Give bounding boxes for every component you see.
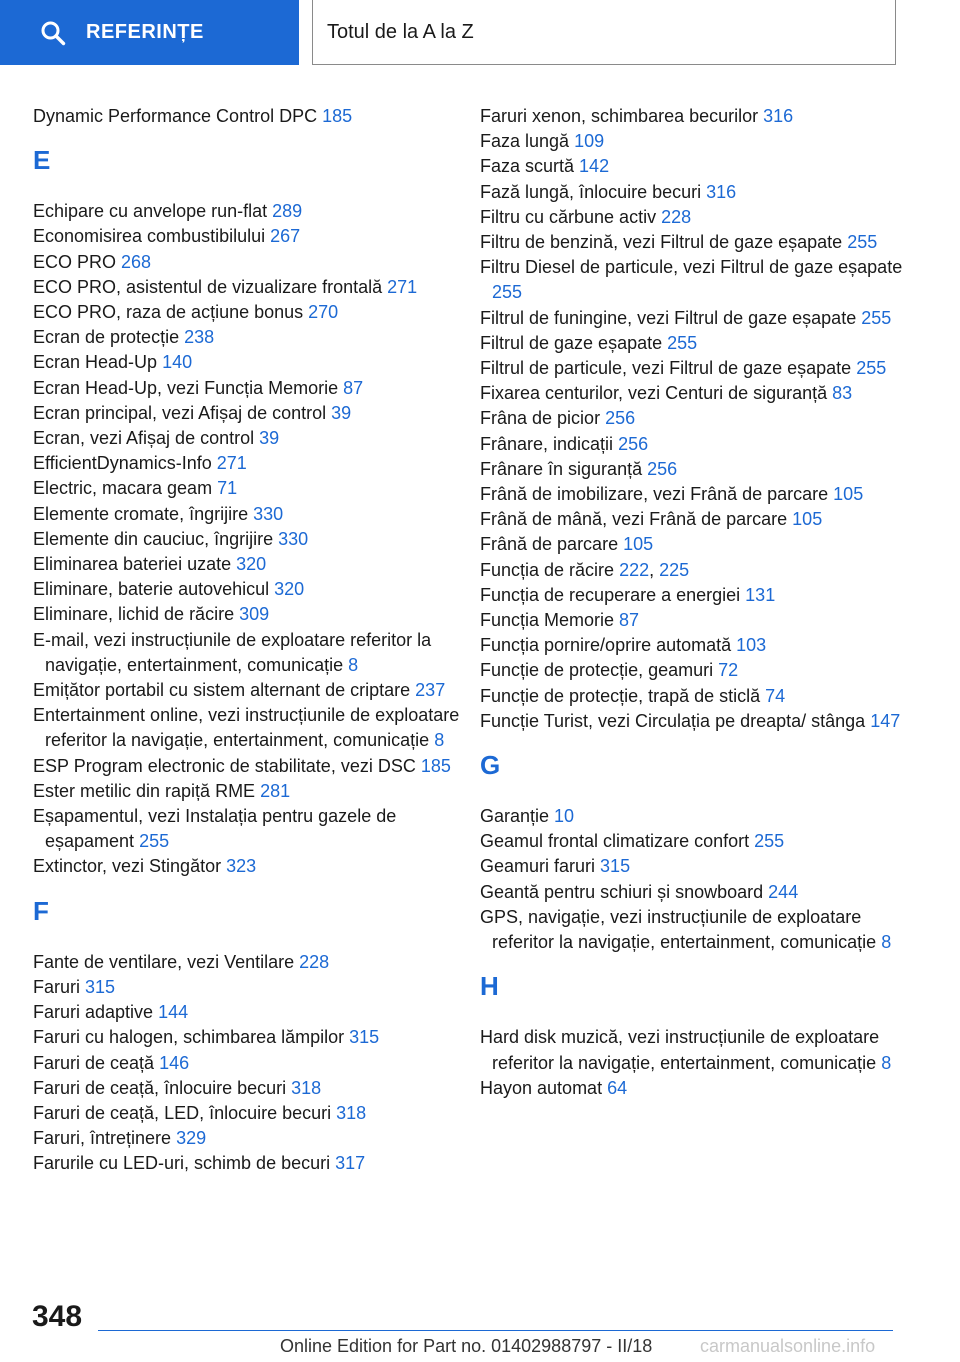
- index-letter-heading: E: [33, 145, 51, 176]
- index-entry: [480, 507, 920, 532]
- page-reference-link[interactable]: 255: [856, 358, 887, 379]
- index-entry: [33, 275, 463, 300]
- index-entry: [33, 426, 463, 451]
- index-entry-text: Faza scurtă: [480, 156, 580, 177]
- index-entry-text: Farurile cu LED-uri, schimb de becuri: [33, 1153, 336, 1174]
- index-entry-text: Filtrul de funingine, vezi Filtrul de gaze eșapate: [480, 307, 862, 328]
- index-entry: [480, 482, 920, 507]
- page-reference-link[interactable]: 317: [335, 1153, 366, 1174]
- edition-text: Online Edition for Part no. 01402988797 - II/18: [280, 1336, 653, 1356]
- index-letter-heading: G: [480, 750, 501, 781]
- page-reference-link[interactable]: 309: [239, 604, 270, 625]
- page-reference-link[interactable]: 323: [226, 856, 257, 877]
- page-reference-link[interactable]: 228: [299, 951, 330, 972]
- index-entry-text: Filtru Diesel de particule, vezi Filtrul de gaze eșapate: [480, 257, 903, 278]
- page-reference-link[interactable]: 10: [554, 806, 575, 827]
- index-entry-text: Elemente din cauciuc, îngrijire: [33, 528, 279, 549]
- page-reference-link[interactable]: 72: [718, 660, 739, 681]
- page-reference-link[interactable]: 255: [847, 232, 878, 253]
- index-entry-text: Funcția pornire/oprire automată: [480, 635, 737, 656]
- index-entry: [33, 502, 463, 527]
- page-reference-link[interactable]: 105: [833, 484, 864, 505]
- index-entry-text: Funcție Turist, vezi Circulația pe dreapta/ stânga: [480, 710, 871, 731]
- index-entry: [33, 104, 463, 129]
- page-reference-link[interactable]: 185: [322, 106, 353, 126]
- index-entry: [480, 331, 920, 356]
- index-entry-text: Funcție de protecție, trapă de sticlă: [480, 685, 766, 706]
- index-entry-text: Fază lungă, înlocuire becuri: [480, 181, 707, 202]
- index-entry-text: Filtru de benzină, vezi Filtrul de gaze eșapate: [480, 232, 848, 253]
- index-entry: [33, 1076, 463, 1101]
- index-entry-text: Frânare în siguranță: [480, 458, 648, 479]
- index-entry-text: Eliminare, baterie autovehicul: [33, 579, 275, 600]
- index-entry: [33, 476, 463, 501]
- index-entry-text: Filtrul de particule, vezi Filtrul de gaze eșapate: [480, 358, 857, 379]
- page-reference-link[interactable]: 281: [260, 780, 291, 801]
- index-entry: [33, 300, 463, 325]
- page-reference-link[interactable]: 270: [308, 302, 339, 323]
- index-entry: [480, 230, 920, 255]
- index-entry-text: Ecran Head-Up, vezi Funcția Memorie: [33, 377, 344, 398]
- index-entry-text: Ester metilic din rapiță RME: [33, 780, 261, 801]
- index-entry: [33, 250, 463, 275]
- index-entry: [33, 376, 463, 401]
- index-entry-text: Echipare cu anvelope run-flat: [33, 201, 273, 222]
- index-entry: [33, 224, 463, 249]
- index-entry-text: Dynamic Performance Control DPC: [33, 106, 323, 126]
- index-entry-text: Filtru cu cărbune activ: [480, 206, 662, 227]
- page-reference-link[interactable]: 316: [763, 106, 794, 126]
- index-entry-text: Faruri de ceață, înlocuire becuri: [33, 1077, 292, 1098]
- index-entry: [480, 381, 920, 406]
- index-entry: [33, 854, 463, 879]
- page-reference-link[interactable]: 256: [618, 433, 649, 454]
- page-reference-link[interactable]: 146: [159, 1052, 190, 1073]
- index-entry-text: Funcție de protecție, geamuri: [480, 660, 719, 681]
- index-entry: [480, 854, 920, 879]
- page-reference-link[interactable]: 74: [765, 685, 786, 706]
- index-entry-text: Extinctor, vezi Stingător: [33, 856, 227, 877]
- page-reference-link[interactable]: 87: [619, 610, 640, 631]
- index-entry: [33, 754, 463, 779]
- index-entry: [480, 905, 920, 955]
- index-entry: [480, 633, 920, 658]
- index-entry-text: Funcția de recuperare a energiei: [480, 584, 746, 605]
- page-reference-link[interactable]: 330: [253, 503, 284, 524]
- index-entry-text: Faruri: [33, 976, 86, 997]
- page-reference-link[interactable]: 131: [745, 584, 776, 605]
- page-reference-link[interactable]: 185: [420, 755, 451, 776]
- page-reference-link[interactable]: 316: [706, 181, 737, 202]
- index-entry: [480, 154, 920, 179]
- index-entry: [33, 350, 463, 375]
- index-entry: [33, 1151, 463, 1176]
- index-column-left: [33, 104, 463, 1177]
- section-title-text: Totul de la A la Z: [327, 20, 474, 43]
- index-entry-text: Economisirea combustibilului: [33, 226, 271, 247]
- index-entry-text: ESP Program electronic de stabilitate, vezi DSC: [33, 755, 421, 776]
- index-entry: [33, 1101, 463, 1126]
- index-entry: [480, 1076, 920, 1101]
- page-reference-link[interactable]: 8: [881, 1052, 892, 1073]
- index-entry-text: Ecran Head-Up: [33, 352, 163, 373]
- index-entry-text: Entertainment online, vezi instrucțiunile de exploatare referitor la navigație, entertainment, comunicație: [33, 705, 460, 751]
- page-reference-link[interactable]: 256: [647, 458, 678, 479]
- index-entry-text: Electric, macara geam: [33, 478, 218, 499]
- index-entry-text: GPS, navigație, vezi instrucțiunile de exploatare referitor la navigație, entertainment, comunicație: [480, 906, 882, 953]
- section-tab-label: REFERINȚE: [86, 21, 204, 43]
- index-entry-text: Fante de ventilare, vezi Ventilare: [33, 951, 300, 972]
- index-entry: [480, 356, 920, 381]
- page-reference-link[interactable]: 255: [861, 307, 892, 328]
- index-entry-text: Funcția de răcire: [480, 559, 620, 580]
- page-reference-link[interactable]: 39: [259, 428, 280, 449]
- page-reference-link[interactable]: 238: [184, 327, 215, 348]
- index-entry: [480, 583, 920, 608]
- page-reference-link[interactable]: 8: [434, 730, 445, 751]
- index-entry-text: Geamul frontal climatizare confort: [480, 831, 755, 852]
- index-entry: [480, 880, 920, 905]
- index-entry: [480, 457, 920, 482]
- index-entry: [33, 527, 463, 552]
- index-entry: [480, 406, 920, 431]
- page-reference-link[interactable]: 315: [349, 1027, 380, 1048]
- page-reference-link[interactable]: 320: [274, 579, 305, 600]
- index-entry: [480, 829, 920, 854]
- index-entry-text: ECO PRO, asistentul de vizualizare frontală: [33, 276, 388, 297]
- index-entry: [33, 975, 463, 1000]
- page-reference-link[interactable]: 255: [667, 332, 698, 353]
- index-entry: [33, 451, 463, 476]
- page-reference-link[interactable]: 271: [387, 276, 418, 297]
- index-entry: [33, 325, 463, 350]
- index-entry: [480, 658, 920, 683]
- footer-divider: [98, 1330, 893, 1331]
- page-reference-link[interactable]: 315: [600, 856, 631, 877]
- page-reference-link[interactable]: 105: [623, 534, 654, 555]
- page-number: 348: [32, 1300, 83, 1333]
- index-entry: [33, 401, 463, 426]
- index-entry: [33, 602, 463, 627]
- page-reference-link[interactable]: 225: [659, 559, 690, 580]
- index-entry-text: Funcția Memorie: [480, 610, 620, 631]
- index-entry-text: Emițător portabil cu sistem alternant de criptare: [33, 680, 416, 701]
- page-reference-link[interactable]: 318: [336, 1102, 367, 1123]
- index-entry-text: Faruri de ceață: [33, 1052, 160, 1073]
- page-reference-link[interactable]: 315: [85, 976, 116, 997]
- page-reference-link[interactable]: 255: [754, 831, 785, 852]
- index-entry: [33, 804, 463, 854]
- index-entry: [480, 129, 920, 154]
- index-entry-text: Faruri cu halogen, schimbarea lămpilor: [33, 1027, 350, 1048]
- index-column-right: [480, 104, 920, 1101]
- index-letter-heading: F: [33, 895, 49, 926]
- index-entry: [33, 199, 463, 224]
- page-footer: [0, 1296, 960, 1362]
- section-title: [312, 0, 896, 65]
- index-entry-text: EfficientDynamics-Info: [33, 453, 217, 474]
- page-reference-link[interactable]: 147: [870, 710, 901, 731]
- index-entry: [480, 1025, 920, 1075]
- index-entry-text: Ecran de protecție: [33, 327, 185, 348]
- index-entry: [33, 577, 463, 602]
- page-reference-link[interactable]: 320: [236, 554, 267, 575]
- index-entry: [480, 255, 920, 305]
- index-entry-text: Eliminare, lichid de răcire: [33, 604, 240, 625]
- index-entry-text: Geamuri faruri: [480, 856, 601, 877]
- index-entry: Funcția de răcire 222, 225: [480, 559, 690, 580]
- index-entry: [33, 1051, 463, 1076]
- index-entry: [33, 1000, 463, 1025]
- index-entry-text: Fixarea centurilor, vezi Centuri de siguranță: [480, 383, 833, 404]
- page-reference-link[interactable]: 105: [792, 509, 823, 530]
- page-reference-link[interactable]: 142: [579, 156, 610, 177]
- page-reference-link[interactable]: 228: [661, 206, 692, 227]
- page-reference-link[interactable]: 8: [348, 654, 359, 675]
- index-entry: [33, 552, 463, 577]
- page-reference-link[interactable]: 271: [216, 453, 247, 474]
- page-reference-link[interactable]: 8: [881, 932, 892, 953]
- index-letter-heading: H: [480, 971, 499, 1002]
- page-reference-link[interactable]: 318: [291, 1077, 322, 1098]
- index-entry: [480, 104, 920, 129]
- page-reference-link[interactable]: 255: [139, 831, 170, 852]
- page-reference-link[interactable]: 267: [270, 226, 301, 247]
- page-reference-link[interactable]: 222: [619, 559, 650, 580]
- index-entry-text: Elemente cromate, îngrijire: [33, 503, 254, 524]
- index-entry-text: Faruri de ceață, LED, înlocuire becuri: [33, 1102, 337, 1123]
- page-reference-link[interactable]: 39: [331, 402, 352, 423]
- page-reference-link[interactable]: 83: [832, 383, 853, 404]
- index-entry: [480, 180, 920, 205]
- search-icon: [40, 20, 66, 46]
- index-entry: [480, 709, 920, 734]
- index-entry: [33, 950, 463, 975]
- index-entry: [480, 608, 920, 633]
- index-entry-text: Ecran, vezi Afișaj de control: [33, 428, 260, 449]
- section-tab-references[interactable]: [0, 0, 299, 65]
- index-entry-text: E-mail, vezi instrucțiunile de exploatare referitor la navigație, entertainment, comunicație: [33, 629, 432, 675]
- index-entry: [480, 205, 920, 230]
- index-entry-text: Faruri, întreținere: [33, 1128, 177, 1149]
- page-reference-link[interactable]: 330: [278, 528, 309, 549]
- index-entry-text: Frânare, indicații: [480, 433, 619, 454]
- index-entry-text: ECO PRO, raza de acțiune bonus: [33, 302, 309, 323]
- page-reference-link[interactable]: 255: [492, 282, 523, 303]
- index-entry: [33, 779, 463, 804]
- page-header: [0, 0, 960, 66]
- page-reference-link[interactable]: 109: [574, 131, 605, 152]
- page-reference-link[interactable]: 140: [162, 352, 193, 373]
- index-entry-text: Faruri adaptive: [33, 1002, 159, 1023]
- index-entry-text: Ecran principal, vezi Afișaj de control: [33, 402, 332, 423]
- page-reference-link[interactable]: 268: [121, 251, 152, 272]
- index-entry: [33, 1025, 463, 1050]
- index-entry-text: Hard disk muzică, vezi instrucțiunile de exploatare referitor la navigație, entertainment, comunicație: [480, 1027, 882, 1073]
- index-entry: [33, 703, 463, 753]
- index-entry-text: ECO PRO: [33, 251, 122, 272]
- index-entry: [480, 684, 920, 709]
- index-entry-text: Faruri xenon, schimbarea becurilor: [480, 106, 764, 126]
- index-entry-text: Hayon automat: [480, 1077, 608, 1098]
- page-reference-link[interactable]: 244: [768, 881, 799, 902]
- page-reference-link[interactable]: 256: [605, 408, 636, 429]
- index-entry: [480, 804, 920, 829]
- page-reference-link[interactable]: 144: [158, 1002, 189, 1023]
- page-reference-link[interactable]: 71: [217, 478, 238, 499]
- index-entry-text: Faza lungă: [480, 131, 575, 152]
- index-entry-text: Garanție: [480, 806, 555, 827]
- index-entry: [33, 1126, 463, 1151]
- index-entry-text: Geantă pentru schiuri și snowboard: [480, 881, 769, 902]
- index-entry-text: Frână de mână, vezi Frână de parcare: [480, 509, 793, 530]
- page-reference-link[interactable]: 329: [176, 1128, 207, 1149]
- page-reference-link[interactable]: 103: [736, 635, 767, 656]
- index-entry: [33, 678, 463, 703]
- index-entry: [480, 306, 920, 331]
- page-reference-link[interactable]: 87: [343, 377, 364, 398]
- index-entry: [480, 532, 920, 557]
- watermark-text: carmanualsonline.info: [700, 1336, 876, 1356]
- index-entry-text: Eșapamentul, vezi Instalația pentru gazele de eșapament: [33, 806, 397, 852]
- index-entry: [480, 432, 920, 457]
- index-entry-text: Filtrul de gaze eșapate: [480, 332, 668, 353]
- index-entry: [33, 628, 463, 678]
- page-reference-link[interactable]: 289: [272, 201, 303, 222]
- page-reference-link[interactable]: 64: [607, 1077, 628, 1098]
- index-entry-text: Frână de parcare: [480, 534, 624, 555]
- index-entry-text: Eliminarea bateriei uzate: [33, 554, 237, 575]
- page-reference-link[interactable]: 237: [415, 680, 446, 701]
- index-entry-text: Frâna de picior: [480, 408, 606, 429]
- index-entry-text: Frână de imobilizare, vezi Frână de parcare: [480, 484, 834, 505]
